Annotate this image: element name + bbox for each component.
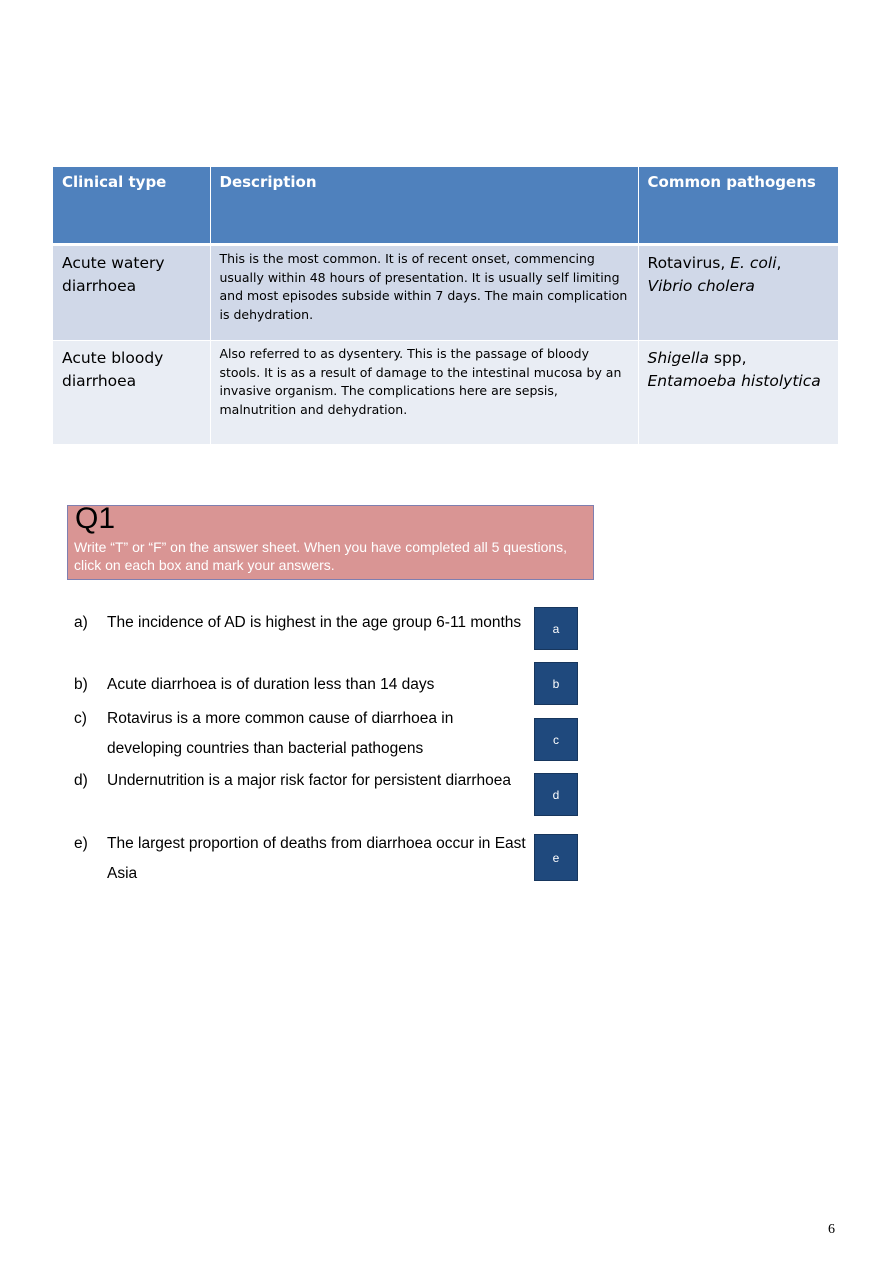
pathogens-cell bbox=[638, 245, 838, 341]
answer-box-a[interactable]: a bbox=[534, 607, 578, 650]
question-letter: d) bbox=[74, 772, 88, 789]
pathogen-italic-text: Shigella bbox=[647, 349, 709, 367]
question-text: The largest proportion of deaths from diarrhoea occur in East Asia bbox=[107, 835, 526, 882]
pathogen-text: spp, bbox=[708, 349, 747, 367]
table-header-row bbox=[53, 167, 838, 245]
clinical-types-table bbox=[53, 167, 838, 445]
clinical-types-table-wrapper bbox=[53, 167, 838, 445]
question-letter: c) bbox=[74, 710, 87, 727]
header-common-pathogens: Common pathogens bbox=[638, 167, 838, 245]
clinical-type-cell: Acute watery diarrhoea bbox=[53, 245, 210, 341]
table-row bbox=[53, 341, 838, 445]
header-description: Description bbox=[210, 167, 638, 245]
pathogen-italic-text: Entamoeba histolytica bbox=[647, 372, 821, 390]
question-letter: e) bbox=[74, 835, 88, 852]
quiz-instructions: Write “T” or “F” on the answer sheet. When you have completed all 5 questions, click on each box and mark your answers. bbox=[74, 539, 568, 573]
header-clinical-type: Clinical type bbox=[53, 167, 210, 245]
quiz-header-box bbox=[67, 502, 594, 580]
pathogen-italic-text: Vibrio cholera bbox=[647, 277, 755, 295]
description-cell: Also referred to as dysentery. This is the passage of bloody stools. It is as a result of damage to the intestinal mucosa by an invasive organism. The complications here are sepsis, malnutrition and dehydration. bbox=[210, 341, 638, 445]
answer-box-e[interactable]: e bbox=[534, 834, 578, 881]
pathogen-italic-text: E. coli bbox=[730, 254, 777, 272]
pathogen-text: Rotavirus, bbox=[647, 254, 731, 272]
answer-box-c[interactable]: c bbox=[534, 718, 578, 761]
question-text: The incidence of AD is highest in the age group 6-11 months bbox=[107, 614, 522, 631]
question-text: Rotavirus is a more common cause of diarrhoea in developing countries than bacterial pathogens bbox=[107, 710, 454, 757]
pathogens-cell bbox=[638, 341, 838, 445]
answer-box-d[interactable]: d bbox=[534, 773, 578, 816]
question-text: Acute diarrhoea is of duration less than 14 days bbox=[107, 676, 435, 693]
pathogen-text: , bbox=[776, 254, 782, 272]
answer-box-b[interactable]: b bbox=[534, 662, 578, 705]
quiz-title: Q1 bbox=[75, 502, 116, 535]
question-text: Undernutrition is a major risk factor for persistent diarrhoea bbox=[107, 772, 512, 789]
question-letter: a) bbox=[74, 614, 88, 631]
table-row bbox=[53, 245, 838, 341]
page-number: 6 bbox=[828, 1222, 835, 1237]
clinical-type-cell: Acute bloody diarrhoea bbox=[53, 341, 210, 445]
question-letter: b) bbox=[74, 676, 88, 693]
description-cell: This is the most common. It is of recent onset, commencing usually within 48 hours of presentation. It is usually self limiting and most episodes subside within 7 days. The main complication is dehydration. bbox=[210, 245, 638, 341]
